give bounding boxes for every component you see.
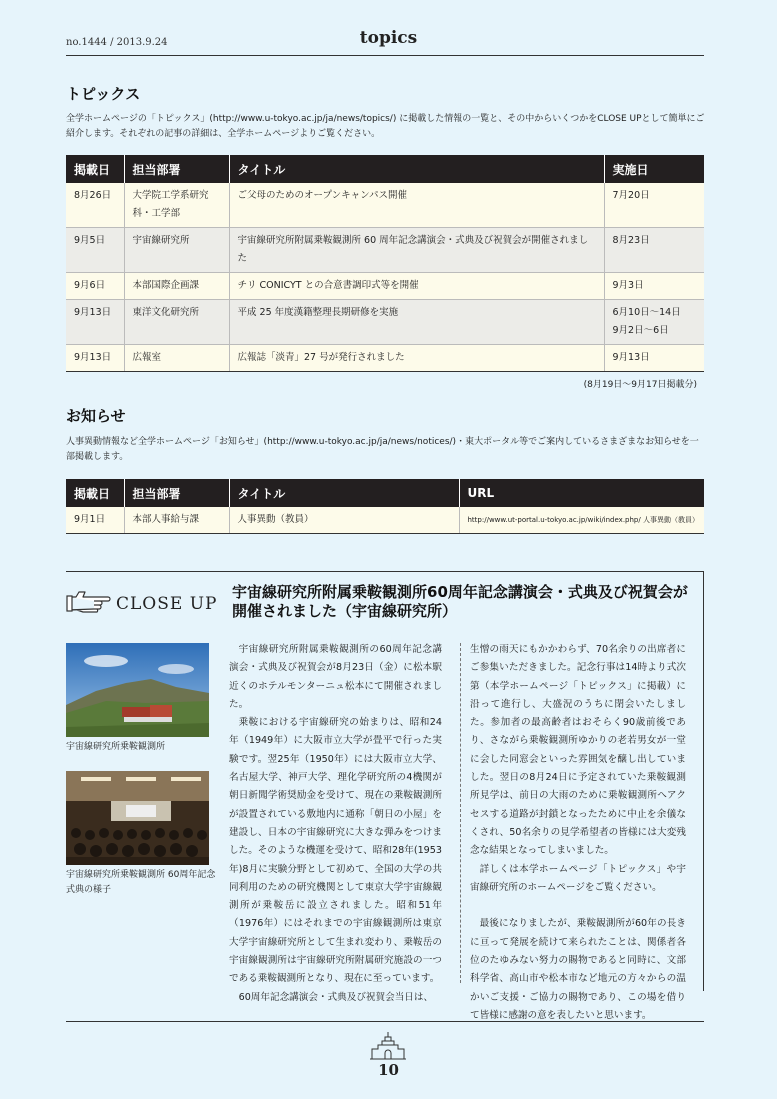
cell-date: 9月13日 [66,345,124,372]
cell-title[interactable]: チリ CONICYT との合意書調印式等を開催 [229,273,604,300]
col-header-held: 実施日 [604,155,704,183]
ceremony-photo-caption: 宇宙線研究所乗鞍観測所 60周年記念式典の様子 [66,870,216,895]
col-header-date: 掲載日 [66,479,124,507]
table-row [66,273,704,300]
cell-date: 9月5日 [66,228,124,273]
notices-heading: お知らせ [66,407,126,425]
article-paragraph: 詳しくは本学ホームページ「トピックス」や宇宙線研究所のホームページをご覧ください。 [470,863,686,893]
cell-dept: 東洋文化研究所 [124,300,229,345]
col-header-title: タイトル [229,155,604,183]
table-row [66,228,704,273]
notices-table [66,479,704,534]
cell-title[interactable]: 人事異動（教員） [229,507,459,534]
cell-title[interactable]: 平成 25 年度漢籍整理長期研修を実施 [229,300,604,345]
pointing-hand-icon [66,588,112,614]
table-header-row [66,479,704,507]
cell-dept: 宇宙線研究所 [124,228,229,273]
cell-held: 8月23日 [604,228,704,273]
footer-rule [66,1021,704,1022]
cell-title[interactable]: 宇宙線研究所附属乗鞍観測所 60 周年記念講演会・式典及び祝賀会が開催されました [229,228,604,273]
cell-held: 9月13日 [604,345,704,372]
article-paragraph: 生憎の雨天にもかかわらず、70名余りの出席者にご参集いただきました。記念行事は14時より式次第（本学ホームページ「トピックス」に掲載）に沿って進行し、大盛況のうちに閉会いたしました。参加者の最高齢者はおそらく90歳前後であり、さながら乗鞍観測所ゆかりの老若男女が一堂に会した同窓会といった雰囲気を醸し出していました。翌日の8月24日に予定されていた乗鞍観測所見学は、前日の大雨のために乗鞍観測所へアクセスする道路が封鎖となったために中止を余儀なくされ、50名余りの見学希望者の皆様には大変残念な結果となってしまいました。 [470,644,686,857]
issue-number: no.1444 / 2013.9.24 [66,37,168,48]
col-header-url: URL [459,479,704,507]
page-header-title: topics [359,28,418,48]
col-header-dept: 担当部署 [124,155,229,183]
ceremony-photo [66,771,209,865]
article-column-1 [229,641,442,1007]
cell-title[interactable]: 広報誌「淡青」27 号が発行されました [229,345,604,372]
article-paragraph: 60周年記念講演会・式典及び祝賀会当日は、 [238,991,434,1003]
cell-held: 6月10日～14日 9月2日～6日 [604,300,704,345]
page-number: 10 [378,1061,399,1079]
article-paragraph: 最後になりましたが、乗鞍観測所が60年の長きに亘って発展を続けて来られたことは、関係者各位のたゆみない努力の賜物であると同時に、文部科学省、高山市や松本市など地元の方々からの温かいご支援・ご協力の賜物であり、この場を借りて皆様に感謝の意を表したいと思います。 [470,918,686,1021]
article-paragraph: 乗鞍における宇宙線研究の始まりは、昭和24年（1949年）に大阪市立大学が畳平で行った実験です。翌25年（1950年）には大阪市立大学、名古屋大学、神戸大学、理化学研究所の4機関が朝日新聞学術奨励金を受けて、現在の乗鞍観測所が設置されている敷地内に通称「朝日の小屋」を建設し、日本の宇宙線研究に大きな弾みをつけました。そのような機運を受けて、昭和28年(1953年)8月に実験分野として初めて、全国の大学の共同利用のための研究機関として東京大学宇宙線観測所が乗鞍岳に設立されました。昭和51年（1976年）にはそれまでの宇宙線観測所は東京大学宇宙線研究所として生まれ変わり、乗鞍岳の宇宙線観測所は宇宙線研究所附属研究施設の一つである乗鞍観測所となり、現在に至っています。 [229,717,442,985]
cell-dept: 大学院工学系研究科・工学部 [124,183,229,228]
notices-intro: 人事異動情報など全学ホームページ「お知らせ」(http://www.u-tokyo.ac.jp/ja/news/notices/)・東大ポータル等でご案内しているさまざまなお知らせを一部掲載します。 [66,437,699,462]
yasuda-auditorium-icon [368,1031,408,1061]
cell-date: 8月26日 [66,183,124,228]
cell-date: 9月6日 [66,273,124,300]
cell-url[interactable]: http://www.ut-portal.u-tokyo.ac.jp/wiki/index.php/ 人事異動（教員） [459,507,704,534]
cell-title[interactable]: ご父母のためのオープンキャンパス開催 [229,183,604,228]
table-row [66,345,704,372]
cell-held: 9月3日 [604,273,704,300]
closeup-label: CLOSE UP [116,594,218,614]
cell-date: 9月1日 [66,507,124,534]
cell-date: 9月13日 [66,300,124,345]
table-row [66,300,704,345]
table-header-row [66,155,704,183]
topics-heading: トピックス [66,85,141,103]
cell-dept: 本部国際企画課 [124,273,229,300]
col-header-dept: 担当部署 [124,479,229,507]
col-header-title: タイトル [229,479,459,507]
cell-dept: 広報室 [124,345,229,372]
table-row [66,507,704,534]
cell-held: 7月20日 [604,183,704,228]
article-paragraph: 宇宙線研究所附属乗鞍観測所の60周年記念講演会・式典及び祝賀会が8月23日（金）に松本駅近くのホテルモンターニュ松本にて開催されました。 [229,644,442,710]
article-column-2 [470,641,686,1025]
topics-intro: 全学ホームページの「トピックス」(http://www.u-tokyo.ac.jp/ja/news/topics/) に掲載した情報の一覧と、その中からいくつかをCLOSE UPとして簡単にご紹介します。それぞれの記事の詳細は、全学ホームページよりご覧ください。 [66,114,705,139]
col-header-date: 掲載日 [66,155,124,183]
closeup-headline: 宇宙線研究所附属乗鞍観測所60周年記念講演会・式典及び祝賀会が開催されました（宇宙線研究所） [232,583,688,620]
header-rule [66,55,704,56]
column-divider [460,643,461,983]
topics-table [66,155,704,372]
cell-dept: 本部人事給与課 [124,507,229,534]
table-row [66,183,704,228]
observatory-photo-caption: 宇宙線研究所乗鞍観測所 [66,742,166,752]
listing-period: (8月19日～9月17日掲載分) [583,380,697,390]
observatory-photo [66,643,209,737]
